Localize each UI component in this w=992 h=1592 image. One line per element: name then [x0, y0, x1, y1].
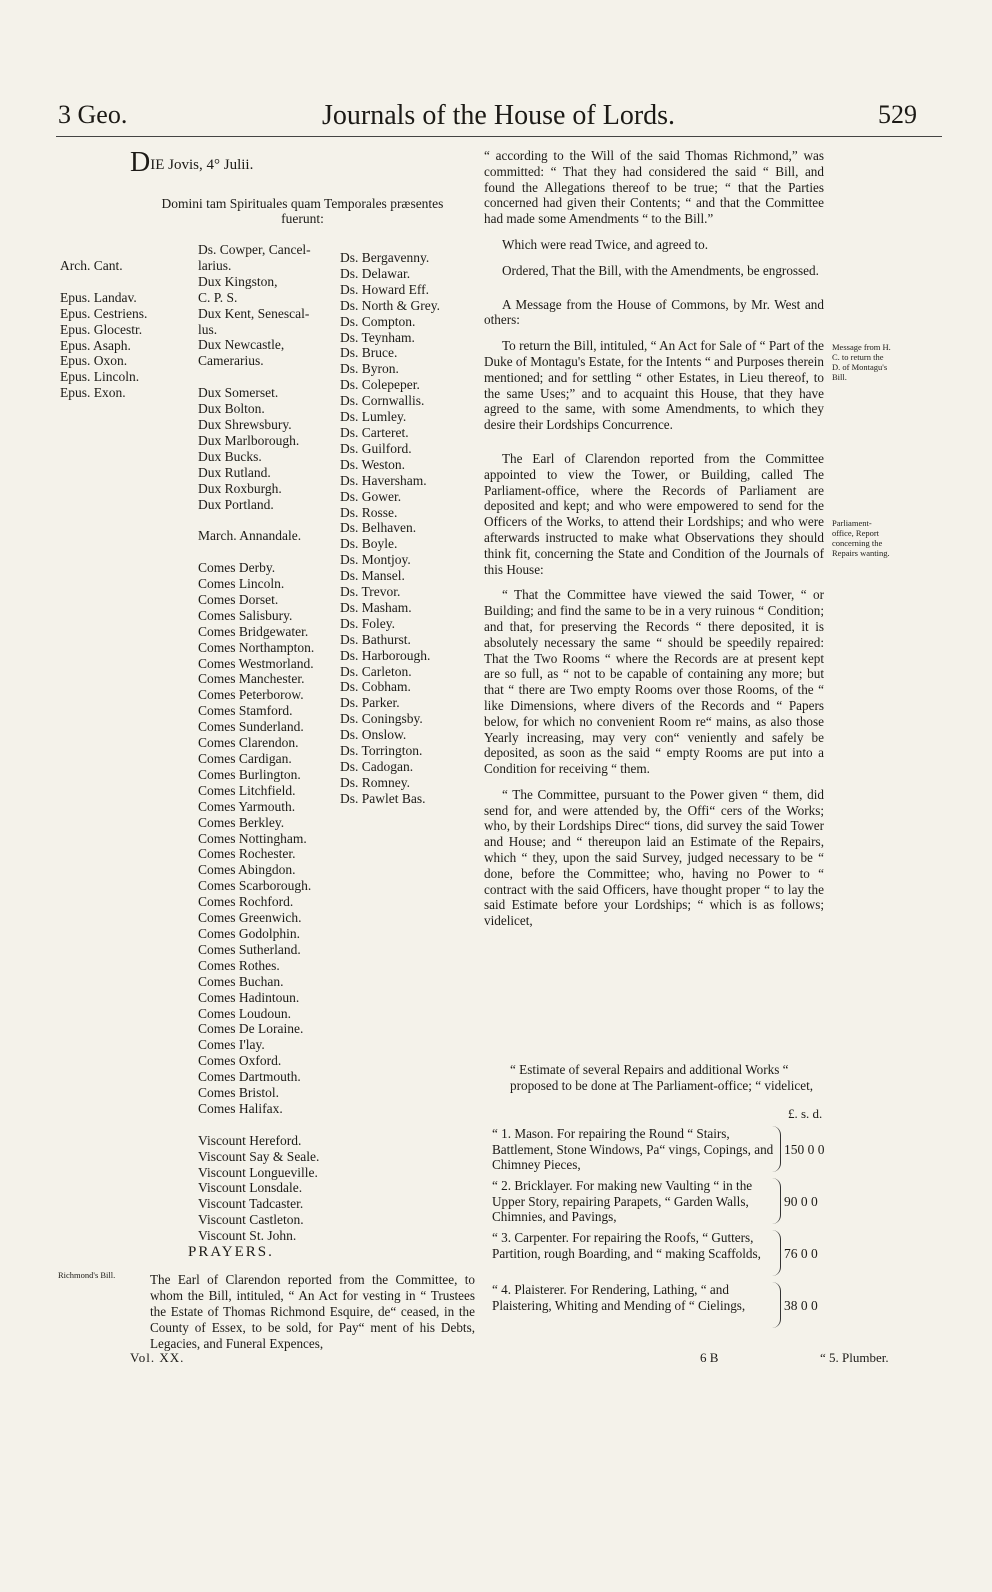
attendee-entry: Ds. Bathurst.: [340, 631, 411, 647]
attendee-entry: lus.: [198, 321, 218, 337]
attendee-entry: Ds. Masham.: [340, 599, 412, 615]
attendee-entry: Comes Northampton.: [198, 639, 315, 655]
attendee-entry: Dux Bucks.: [198, 448, 262, 464]
paragraph: To return the Bill, intituled, “ An Act for Sale of “ Part of the Duke of Montagu's Estate, for the Intents “ and Purposes therein mentioned; and for settling “ other Estates, in Lieu thereof, to the same Uses;” and to acquaint this House, that they have agreed to the same, with some Amendments, to which they desire their Lordships Concurrence.: [484, 338, 824, 433]
attendee-entry: Ds. Onslow.: [340, 727, 407, 743]
attendee-entry: Dux Marlborough.: [198, 432, 300, 448]
attendee-entry: Comes Derby.: [198, 560, 276, 576]
attendee-entry: Dux Kent, Senescal-: [198, 305, 310, 321]
prayers-heading: PRAYERS.: [188, 1244, 274, 1260]
attendee-entry: Comes Sutherland.: [198, 941, 301, 957]
attendee-entry: Ds. Trevor.: [340, 584, 401, 600]
attendee-entry: Ds. Colepeper.: [340, 377, 420, 393]
attendee-entry: Ds. North & Grey.: [340, 297, 440, 313]
attendee-entry: Viscount Lonsdale.: [198, 1180, 303, 1196]
signature-mark: 6 B: [700, 1350, 719, 1365]
estimate-amount: 38 0 0: [784, 1298, 818, 1313]
attendee-entry: Ds. Pawlet Bas.: [340, 790, 426, 806]
attendee-entry: C. P. S.: [198, 289, 238, 305]
attendee-entry: [198, 512, 319, 528]
session-heading: [130, 147, 475, 226]
attendee-entry: Epus. Cestriens.: [60, 305, 148, 321]
attendee-entry: Comes De Loraine.: [198, 1021, 304, 1037]
attendee-entry: Viscount Say & Seale.: [198, 1148, 320, 1164]
attendee-entry: Comes Dorset.: [198, 591, 279, 607]
attendee-entry: Comes Loudoun.: [198, 1005, 291, 1021]
attendee-entry: Ds. Cornwallis.: [340, 393, 425, 409]
estimate-title: “ Estimate of several Repairs and additional Works “ proposed to be done at The Parliament-office; “ videlicet,: [510, 1062, 814, 1093]
attendee-entry: Ds. Belhaven.: [340, 520, 417, 536]
attendee-entry: Ds. Bruce.: [340, 345, 398, 361]
attendee-entry: Comes I'lay.: [198, 1037, 265, 1053]
attendee-entry: Ds. Rosse.: [340, 504, 398, 520]
attendee-entry: Dux Roxburgh.: [198, 480, 282, 496]
attendee-entry: Comes Manchester.: [198, 671, 305, 687]
margin-note-parliament-office: Parliament-office, Report concerning the Repairs wanting.: [832, 518, 890, 558]
attendee-entry: Ds. Byron.: [340, 361, 399, 377]
attendee-entry: Comes Yarmouth.: [198, 798, 296, 814]
estimate-amount: 150 0 0: [784, 1142, 825, 1157]
attendee-entry: Comes Godolphin.: [198, 925, 301, 941]
attendee-entry: Ds. Carteret.: [340, 424, 409, 440]
attendee-entry: Comes Bridgewater.: [198, 623, 309, 639]
header-left: 3 Geo.: [58, 100, 128, 129]
attendee-entry: Ds. Weston.: [340, 456, 406, 472]
attendee-entry: Comes Westmorland.: [198, 655, 314, 671]
brace: [772, 1126, 781, 1172]
paragraph: The Earl of Clarendon reported from the Committee appointed to view the Tower, or Building, called The Parliament-office, where the Records of Parliament are deposited and kept; and who were empowered to send for the Officers of the Works, to attend their Lordships; and who were afterwards instructed to make what Observations they should think fit, concerning the State and Condition of the Journals of this House:: [484, 450, 824, 577]
attendee-entry: Dux Bolton.: [198, 401, 265, 417]
attendee-entry: Ds. Compton.: [340, 313, 416, 329]
paragraph: “ That the Committee have viewed the said Tower, “ or Building; and find the same to be in a very ruinous “ Condition; and that, for preserving the Records “ there deposited, it is absolutely necessary the same “ should be speedily repaired: That the Two Rooms “ where the Records are at present kept are so full, as “ not to be capable of containing any more; but that “ there are Two empty Rooms over those Rooms, of the “ like Dimensions, where divers of the Records and “ Papers below, for which no convenient Room re“ mains, as also those Yearly increasing, may very con“ veniently and safely be deposited, as soon as the said “ empty Rooms are put into a Condition for receiving “ them.: [484, 587, 824, 777]
margin-note-richmond: Richmond's Bill.: [58, 1270, 116, 1280]
estimate-amount: 76 0 0: [784, 1246, 818, 1261]
attendee-entry: Dux Shrewsbury.: [198, 416, 292, 432]
attendee-entry: Comes Peterborow.: [198, 687, 304, 703]
attendee-entry: Comes Rochester.: [198, 846, 296, 862]
attendee-entry: Comes Stamford.: [198, 703, 293, 719]
attendee-entry: Ds. Carleton.: [340, 663, 412, 679]
attendee-entry: Comes Rochford.: [198, 894, 294, 910]
attendee-entry: Ds. Mansel.: [340, 568, 405, 584]
attendee-entry: Arch. Cant.: [60, 258, 123, 273]
paragraph: “ The Committee, pursuant to the Power given “ them, did send for, and were attended by, the Offi“ cers of the Works; who, by their Lordships Direc“ tions, did survey the said Tower and House; and “ thereupon laid an Estimate of the Repairs, which “ they, upon the said Survey, judged necessary to be “ done, before the Committee; who, having no Power to “ contract with the said Officers, have thought proper “ to lay the said Estimate before your Lordships; “ which is as follows; videlicet,: [484, 786, 824, 929]
attendee-entry: [60, 274, 147, 290]
attendee-entry: Ds. Haversham.: [340, 472, 427, 488]
attendee-entry: Epus. Asaph.: [60, 337, 131, 353]
attendee-entry: Ds. Foley.: [340, 615, 396, 631]
attendee-entry: Epus. Landav.: [60, 289, 137, 305]
attendee-entry: Comes Buchan.: [198, 973, 284, 989]
attendee-entry: Comes Scarborough.: [198, 878, 312, 894]
attendee-entry: Epus. Oxon.: [60, 353, 128, 369]
dies-initial: D: [130, 147, 151, 178]
attendee-entry: Viscount St. John.: [198, 1228, 297, 1244]
attendee-entry: Comes Bristol.: [198, 1085, 280, 1101]
attendee-entry: Ds. Harborough.: [340, 647, 431, 663]
dies-line: [130, 147, 475, 178]
paragraph: Ordered, That the Bill, with the Amendments, be engrossed.: [502, 262, 819, 278]
attendee-entry: Comes Halifax.: [198, 1100, 283, 1116]
attendee-entry: Ds. Coningsby.: [340, 711, 423, 727]
attendee-entry: Dux Rutland.: [198, 464, 271, 480]
bishops-column: [60, 258, 147, 401]
attendee-entry: Comes Sunderland.: [198, 719, 304, 735]
estimate-item: “ 2. Bricklayer. For making new Vaulting “ in the Upper Story, repairing Parapets, “ Garden Walls, Chimnies, and Pavings,: [492, 1178, 753, 1224]
attendee-entry: Comes Salisbury.: [198, 607, 293, 623]
attendee-entry: Viscount Tadcaster.: [198, 1196, 304, 1212]
attendee-entry: Ds. Lumley.: [340, 409, 407, 425]
attendee-entry: Ds. Boyle.: [340, 536, 398, 552]
attendee-entry: [198, 544, 319, 560]
attendee-entry: Comes Clarendon.: [198, 735, 299, 751]
attendee-entry: Comes Litchfield.: [198, 782, 296, 798]
page-number: 529: [878, 100, 917, 129]
volume-footer: Vol. XX.: [130, 1350, 185, 1365]
brace: [772, 1178, 781, 1224]
paragraph: “ according to the Will of the said Thomas Richmond,” was committed: “ That they had considered the said “ Bill, and found the Allegations thereof to be true; “ that the Parties concerned had given their Contents; “ and that the Committee had made some Amendments “ to the Bill.”: [484, 148, 824, 227]
estimate-item: “ 1. Mason. For repairing the Round “ Stairs, Battlement, Stone Windows, Pa“ vings, Copings, and Chimney Pieces,: [492, 1126, 774, 1172]
attendee-entry: Ds. Cadogan.: [340, 759, 414, 774]
domini-line2: fuerunt:: [281, 211, 324, 226]
attendee-entry: Comes Berkley.: [198, 814, 285, 830]
catchword: “ 5. Plumber.: [820, 1350, 889, 1365]
attendee-entry: Viscount Castleton.: [198, 1212, 304, 1228]
margin-note-message: Message from H. C. to return the D. of Montagu's Bill.: [832, 342, 891, 382]
attendee-entry: Comes Greenwich.: [198, 910, 302, 926]
paragraph: A Message from the House of Commons, by Mr. West and others:: [484, 296, 824, 328]
attendee-entry: Comes Nottingham.: [198, 830, 307, 846]
attendee-entry: Ds. Parker.: [340, 695, 400, 711]
brace: [772, 1282, 781, 1328]
attendee-entry: Ds. Delawar.: [340, 265, 411, 281]
attendee-entry: Camerarius.: [198, 353, 264, 369]
attendee-entry: Comes Cardigan.: [198, 751, 292, 766]
attendee-entry: Epus. Glocestr.: [60, 321, 143, 337]
attendee-entry: [198, 1117, 319, 1133]
header-rule: [56, 136, 942, 137]
paragraph: Which were read Twice, and agreed to.: [502, 236, 709, 252]
attendee-entry: Ds. Cowper, Cancel-: [198, 242, 311, 257]
peers-column: [198, 242, 319, 1244]
attendee-entry: Viscount Longueville.: [198, 1164, 318, 1180]
attendee-entry: Viscount Hereford.: [198, 1132, 302, 1148]
estimate-item: “ 4. Plaisterer. For Rendering, Lathing, “ and Plaistering, Whiting and Mending of “ Cielings,: [492, 1282, 746, 1313]
domini-line: [130, 196, 475, 226]
attendee-entry: Ds. Romney.: [340, 774, 410, 790]
dies-rest: IE Jovis, 4° Julii.: [150, 157, 254, 173]
attendee-entry: larius.: [198, 257, 232, 273]
attendee-entry: Ds. Howard Eff.: [340, 281, 429, 297]
right-column: [484, 148, 824, 939]
domini-line1: Domini tam Spirituales quam Temporales præsentes: [161, 196, 444, 211]
attendee-entry: Epus. Lincoln.: [60, 369, 140, 385]
estimate-amount: 90 0 0: [784, 1194, 818, 1209]
attendee-entry: Ds. Guilford.: [340, 440, 412, 456]
attendee-entry: Comes Oxford.: [198, 1053, 282, 1069]
attendee-entry: Comes Rothes.: [198, 957, 280, 973]
attendee-entry: Ds. Torrington.: [340, 743, 423, 759]
journal-title: Journals of the House of Lords.: [322, 100, 676, 131]
attendee-entry: Comes Dartmouth.: [198, 1069, 301, 1085]
attendee-entry: Comes Burlington.: [198, 766, 301, 782]
estimate-item: “ 3. Carpenter. For repairing the Roofs, “ Gutters, Partition, rough Boarding, and “ making Scaffolds,: [492, 1230, 761, 1261]
brace: [772, 1230, 781, 1276]
richmond-report: The Earl of Clarendon reported from the Committee, to whom the Bill, intituled, “ An Act for vesting in “ Trustees the Estate of Thomas Richmond Esquire, de“ ceased, in the County of Essex, to be sold, for Pay“ ment of his Debts, Legacies, and Funeral Expences,: [150, 1272, 475, 1351]
attendee-entry: Dux Newcastle,: [198, 337, 285, 353]
attendee-entry: Comes Lincoln.: [198, 576, 285, 592]
currency-heading: £. s. d.: [788, 1106, 823, 1121]
attendee-entry: Ds. Cobham.: [340, 679, 411, 695]
attendee-entry: Ds. Montjoy.: [340, 552, 411, 568]
attendee-entry: [198, 369, 319, 385]
attendee-entry: Dux Somerset.: [198, 385, 279, 401]
attendee-entry: Ds. Gower.: [340, 488, 402, 504]
barons-column: [340, 250, 440, 807]
attendee-entry: Epus. Exon.: [60, 385, 126, 401]
attendee-entry: Ds. Teynham.: [340, 329, 415, 345]
attendee-entry: Dux Kingston,: [198, 273, 278, 289]
attendee-entry: March. Annandale.: [198, 528, 302, 544]
attendee-entry: Dux Portland.: [198, 496, 274, 512]
attendee-entry: Comes Hadintoun.: [198, 989, 300, 1005]
attendee-entry: Comes Abingdon.: [198, 862, 296, 878]
attendee-entry: Ds. Bergavenny.: [340, 250, 430, 265]
